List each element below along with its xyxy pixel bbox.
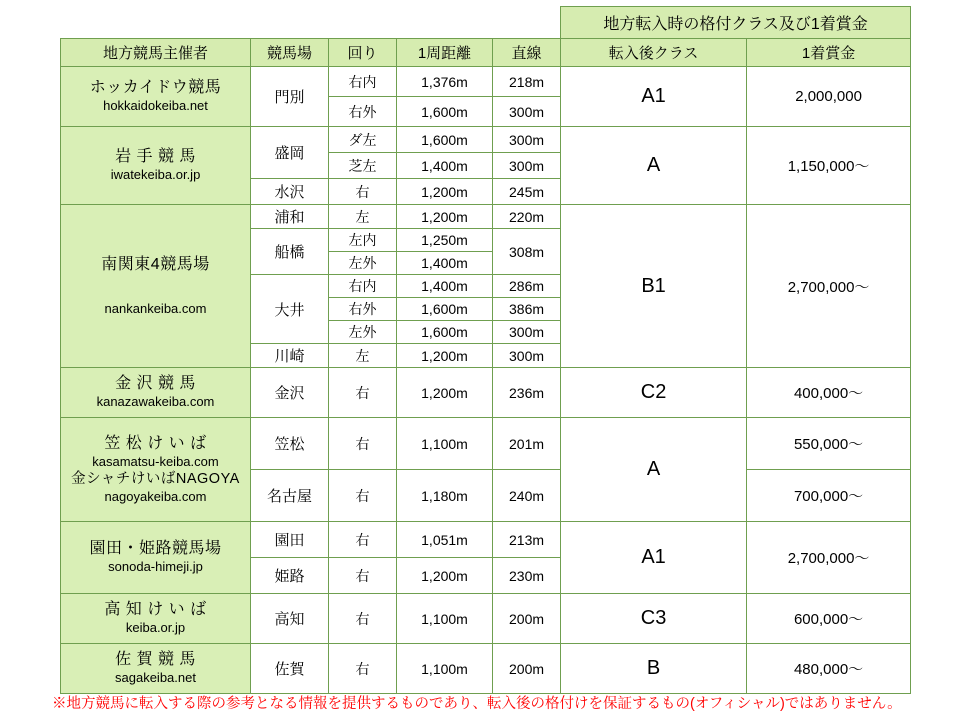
column-header-str: 直線 [493,39,561,67]
lap-cell: 1,180m [397,470,493,522]
straight-cell: 236m [493,368,561,418]
lap-cell: 1,200m [397,558,493,594]
class-cell: A [561,418,747,522]
class-cell: C3 [561,594,747,644]
lap-cell: 1,600m [397,321,493,344]
track-cell: 高知 [251,594,329,644]
straight-cell: 300m [493,97,561,127]
table-row [61,644,911,694]
lap-cell: 1,200m [397,179,493,205]
prize-cell: 600,000〜 [747,594,911,644]
prize-cell: 480,000〜 [747,644,911,694]
column-header-turn: 回り [329,39,397,67]
turn-cell: 右内 [329,67,397,97]
prize-cell: 2,000,000 [747,67,911,127]
table-row [61,205,911,229]
turn-cell: 左外 [329,252,397,275]
turn-cell: 右 [329,179,397,205]
lap-cell: 1,376m [397,67,493,97]
column-header-org: 地方競馬主催者 [61,39,251,67]
straight-cell: 220m [493,205,561,229]
table-row [61,127,911,153]
straight-cell: 245m [493,179,561,205]
turn-cell: 左内 [329,229,397,252]
turn-cell: 右 [329,418,397,470]
org-cell: 園田・姫路競馬場 sonoda-himeji.jp [61,522,251,594]
prize-cell: 700,000〜 [747,470,911,522]
track-cell: 川崎 [251,344,329,368]
class-cell: B1 [561,205,747,368]
prize-cell: 550,000〜 [747,418,911,470]
lap-cell: 1,100m [397,644,493,694]
track-cell: 浦和 [251,205,329,229]
straight-cell: 200m [493,644,561,694]
column-header-prize: 1着賞金 [747,39,911,67]
column-header-lap: 1周距離 [397,39,493,67]
lap-cell: 1,400m [397,275,493,298]
prize-cell: 2,700,000〜 [747,205,911,368]
straight-cell: 300m [493,127,561,153]
lap-cell: 1,100m [397,418,493,470]
table-header-row [61,39,911,67]
lap-cell: 1,100m [397,594,493,644]
track-cell: 船橋 [251,229,329,275]
prize-cell: 2,700,000〜 [747,522,911,594]
turn-cell: 右 [329,558,397,594]
lap-cell: 1,051m [397,522,493,558]
org-cell: 南関東4競馬場 nankankeiba.com [61,205,251,368]
turn-cell: 右内 [329,275,397,298]
transfer-class-table [60,6,911,694]
class-cell: C2 [561,368,747,418]
track-cell: 姫路 [251,558,329,594]
table-row [61,594,911,644]
turn-cell: 右 [329,594,397,644]
org-cell: ホッカイドウ競馬 hokkaidokeiba.net [61,67,251,127]
org-cell: 金 沢 競 馬 kanazawakeiba.com [61,368,251,418]
prize-cell: 1,150,000〜 [747,127,911,205]
track-cell: 水沢 [251,179,329,205]
turn-cell: 右 [329,368,397,418]
track-cell: 盛岡 [251,127,329,179]
turn-cell: 右外 [329,97,397,127]
class-cell: A1 [561,67,747,127]
straight-cell: 218m [493,67,561,97]
turn-cell: 右 [329,470,397,522]
lap-cell: 1,250m [397,229,493,252]
lap-cell: 1,200m [397,344,493,368]
column-header-class: 転入後クラス [561,39,747,67]
lap-cell: 1,400m [397,153,493,179]
straight-cell: 213m [493,522,561,558]
page-root [0,6,960,726]
straight-cell: 300m [493,153,561,179]
top-header-blank [61,7,561,39]
lap-cell: 1,600m [397,298,493,321]
track-cell: 名古屋 [251,470,329,522]
org-cell: 岩 手 競 馬 iwatekeiba.or.jp [61,127,251,205]
turn-cell: 左 [329,205,397,229]
straight-cell: 386m [493,298,561,321]
straight-cell: 300m [493,344,561,368]
column-header-track: 競馬場 [251,39,329,67]
turn-cell: 芝左 [329,153,397,179]
class-cell: A1 [561,522,747,594]
table-top-header-row [61,7,911,39]
turn-cell: 右 [329,522,397,558]
turn-cell: 左 [329,344,397,368]
track-cell: 大井 [251,275,329,344]
straight-cell: 240m [493,470,561,522]
straight-cell: 200m [493,594,561,644]
turn-cell: 右 [329,644,397,694]
lap-cell: 1,200m [397,205,493,229]
org-cell: 笠 松 け い ば kasamatsu-keiba.com 金シャチけいばNAGOYA nagoyakeiba.com [61,418,251,522]
table-row [61,67,911,97]
turn-cell: 右外 [329,298,397,321]
prize-cell: 400,000〜 [747,368,911,418]
class-cell: A [561,127,747,205]
footnote-disclaimer: ※地方競馬に転入する際の参考となる情報を提供するものであり、転入後の格付けを保証するもの(オフィシャル)ではありません。 [52,696,902,713]
turn-cell: ダ左 [329,127,397,153]
turn-cell: 左外 [329,321,397,344]
class-cell: B [561,644,747,694]
table-row [61,522,911,558]
top-header-label: 地方転入時の格付クラス及び1着賞金 [561,7,911,39]
lap-cell: 1,600m [397,127,493,153]
straight-cell: 308m [493,229,561,275]
straight-cell: 300m [493,321,561,344]
straight-cell: 230m [493,558,561,594]
table-row [61,368,911,418]
track-cell: 佐賀 [251,644,329,694]
org-cell: 高 知 け い ば keiba.or.jp [61,594,251,644]
track-cell: 門別 [251,67,329,127]
org-cell: 佐 賀 競 馬 sagakeiba.net [61,644,251,694]
lap-cell: 1,600m [397,97,493,127]
table-row [61,418,911,470]
lap-cell: 1,200m [397,368,493,418]
straight-cell: 201m [493,418,561,470]
track-cell: 金沢 [251,368,329,418]
straight-cell: 286m [493,275,561,298]
track-cell: 園田 [251,522,329,558]
lap-cell: 1,400m [397,252,493,275]
track-cell: 笠松 [251,418,329,470]
